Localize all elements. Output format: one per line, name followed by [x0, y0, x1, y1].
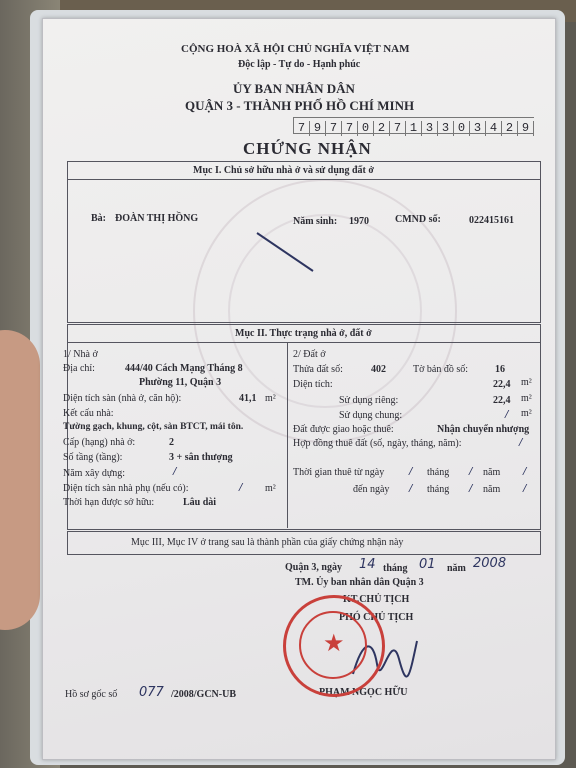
lease-from-label: Thời gian thuê từ ngày: [293, 467, 385, 478]
country-name: CỘNG HOÀ XÃ HỘI CHỦ NGHĨA VIỆT NAM: [181, 43, 410, 55]
seal-star-icon: ★: [323, 631, 345, 657]
grade-value: 2: [169, 437, 174, 448]
sign-month: 01: [419, 557, 436, 572]
authority-line1: ỦY BAN NHÂN DÂN: [233, 81, 355, 96]
certificate-sheet: [42, 18, 556, 760]
holding-thumb: [0, 330, 40, 630]
lease-from-month: /: [469, 466, 473, 477]
serial-digit: 2: [502, 121, 518, 136]
shared-unit: m²: [521, 408, 532, 419]
certificate-title: CHỨNG NHẬN: [243, 139, 372, 158]
lease-from-month-label: tháng: [427, 467, 450, 478]
serial-digit: 9: [310, 121, 326, 136]
aux-area-unit: m²: [265, 483, 276, 494]
signer-name: PHẠM NGỌC HỮU: [319, 687, 408, 698]
year-built-value: /: [173, 466, 177, 477]
shared-label: Sử dụng chung:: [339, 410, 403, 421]
address-line2: Phường 11, Quận 3: [139, 377, 222, 388]
plot-label: Thửa đất số:: [293, 364, 343, 375]
serial-digit: 3: [470, 121, 486, 136]
private-unit: m²: [521, 393, 532, 404]
map-label: Tờ bản đồ số:: [413, 364, 469, 375]
section2-divider: [67, 342, 540, 343]
address-line1: 444/40 Cách Mạng Tháng 8: [125, 363, 243, 374]
signer-role2: PHÓ CHỦ TỊCH: [339, 612, 414, 623]
serial-digit: 2: [374, 121, 390, 136]
sign-place: Quận 3, ngày: [285, 562, 342, 573]
lease-to-label: đến ngày: [353, 484, 390, 495]
aux-area-label: Diện tích sàn nhà phụ (nếu có):: [63, 483, 189, 494]
owner-label: Bà:: [91, 213, 106, 224]
grade-label: Cấp (hạng) nhà ở:: [63, 437, 136, 448]
serial-digit: 7: [342, 121, 358, 136]
floor-area-value: 41,1: [239, 393, 257, 404]
authority-line2: QUẬN 3 - THÀNH PHỐ HỒ CHÍ MINH: [185, 98, 415, 113]
address-label: Địa chỉ:: [63, 363, 95, 374]
birth-label: Năm sinh:: [293, 216, 338, 227]
lease-contract-label: Hợp đồng thuê đất (số, ngày, tháng, năm):: [293, 438, 462, 449]
serial-digit: 3: [438, 121, 454, 136]
aux-area-value: /: [239, 482, 243, 493]
allocation-label: Đất được giao hoặc thuê:: [293, 424, 394, 435]
id-number: 022415161: [469, 215, 514, 226]
floor-area-label: Diện tích sàn (nhà ở, căn hộ):: [63, 393, 182, 404]
serial-digit: 7: [326, 121, 342, 136]
section3-note: Mục III, Mục IV ở trang sau là thành phần của giấy chứng nhận này: [131, 537, 404, 548]
lease-to-day: /: [409, 483, 413, 494]
birth-year: 1970: [349, 216, 369, 227]
section1-heading: Mục I. Chủ sở hữu nhà ở và sử dụng đất ở: [193, 165, 374, 176]
floors-value: 3 + sân thượng: [169, 452, 233, 463]
sign-day: 14: [359, 557, 376, 572]
section2-column-divider: [287, 342, 288, 528]
serial-digit: 4: [486, 121, 502, 136]
serial-digit: 0: [358, 121, 374, 136]
sign-year: 2008: [473, 556, 507, 571]
lease-contract-value: /: [519, 437, 523, 448]
allocation-value: Nhận chuyển nhượng: [437, 424, 530, 435]
serial-digit: 7: [294, 121, 310, 136]
map-value: 16: [495, 364, 505, 375]
file-label: Hồ sơ gốc số: [65, 689, 118, 700]
term-label: Thời hạn được sở hữu:: [63, 497, 155, 508]
area-value: 22,4: [493, 379, 511, 390]
lease-to-year-label: năm: [483, 484, 501, 495]
floors-label: Số tầng (tầng):: [63, 452, 123, 463]
sign-month-label: tháng: [383, 563, 408, 574]
signer-role1: KT.CHỦ TỊCH: [343, 594, 410, 605]
lease-from-year-label: năm: [483, 467, 501, 478]
section1-divider: [67, 179, 540, 180]
motto: Độc lập - Tự do - Hạnh phúc: [238, 59, 361, 70]
serial-digit: 3: [422, 121, 438, 136]
house-title: 1/ Nhà ở: [63, 349, 98, 360]
structure-label: Kết cấu nhà:: [63, 408, 114, 419]
serial-digit: 9: [518, 121, 534, 136]
lease-to-year: /: [523, 483, 527, 494]
floor-area-unit: m²: [265, 393, 276, 404]
file-number: 077: [139, 685, 164, 700]
year-built-label: Năm xây dựng:: [63, 468, 126, 479]
area-label: Diện tích:: [293, 379, 333, 390]
lease-to-month-label: tháng: [427, 484, 450, 495]
private-value: 22,4: [493, 395, 511, 406]
area-unit: m²: [521, 377, 532, 388]
term-value: Lâu dài: [183, 497, 217, 508]
serial-digit: 1: [406, 121, 422, 136]
owner-name: ĐOÀN THỊ HỒNG: [115, 213, 199, 224]
serial-digit: 7: [390, 121, 406, 136]
structure-value: Tường gạch, khung, cột, sàn BTCT, mái tôn.: [63, 422, 244, 432]
file-suffix: /2008/GCN-UB: [171, 689, 236, 700]
pen-mark: [253, 229, 317, 275]
id-label: CMND số:: [395, 214, 441, 225]
section2-heading: Mục II. Thực trạng nhà ở, đất ở: [235, 328, 372, 339]
shared-value: /: [505, 409, 509, 420]
sign-year-label: năm: [447, 563, 466, 574]
serial-number: [293, 117, 534, 134]
lease-to-month: /: [469, 483, 473, 494]
on-behalf: TM. Ủy ban nhân dân Quận 3: [295, 577, 424, 588]
land-title: 2/ Đất ở: [293, 349, 326, 360]
private-label: Sử dụng riêng:: [339, 395, 399, 406]
lease-from-day: /: [409, 466, 413, 477]
plot-value: 402: [371, 364, 386, 375]
lease-from-year: /: [523, 466, 527, 477]
serial-digit: 0: [454, 121, 470, 136]
